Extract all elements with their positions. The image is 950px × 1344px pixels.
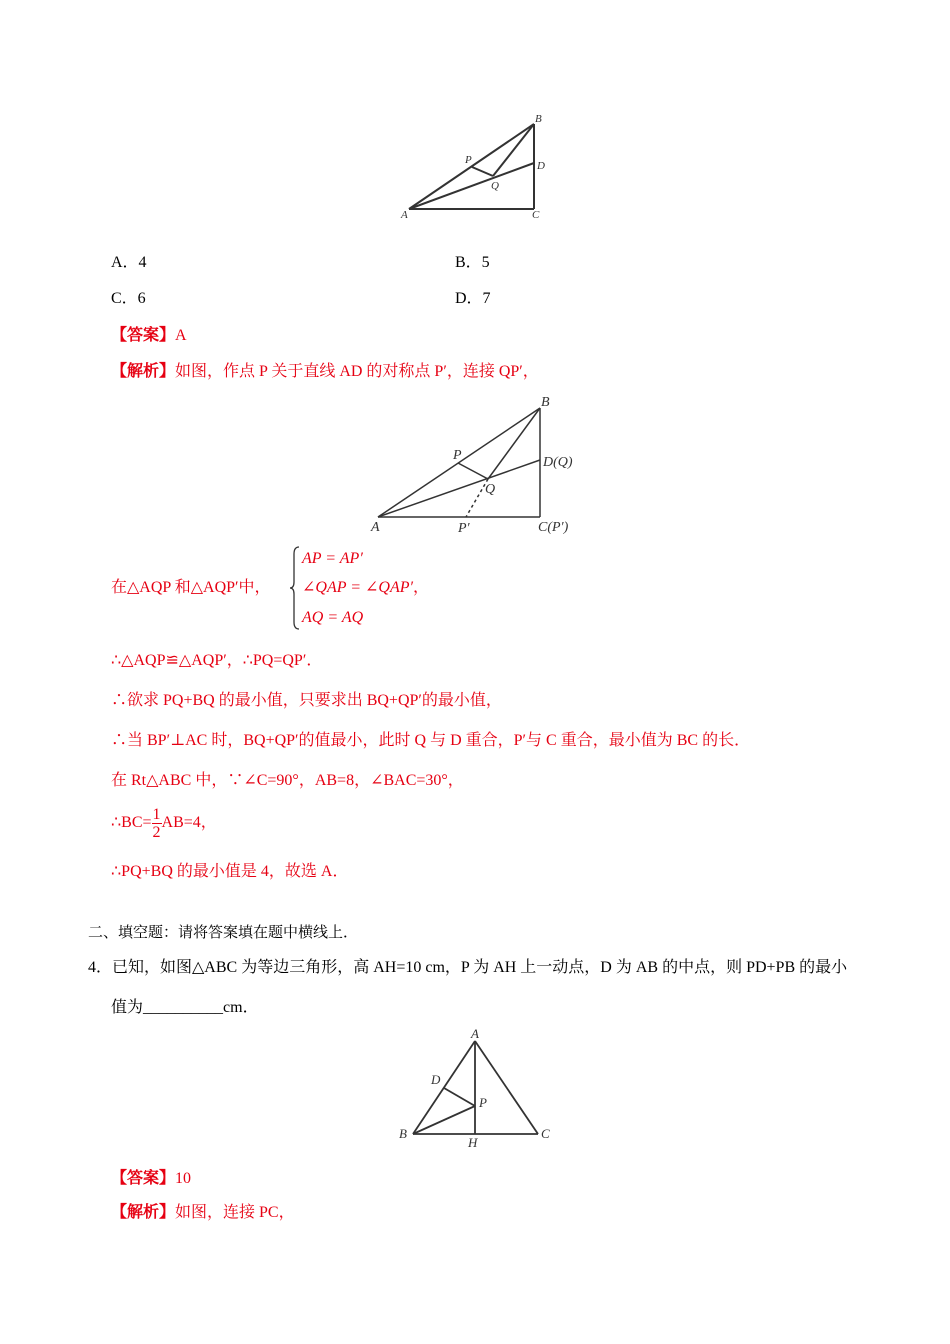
step-5-numerator: 1 bbox=[152, 805, 161, 823]
fig3-label-b: B bbox=[399, 1126, 407, 1141]
fig3-segment-dp bbox=[444, 1088, 475, 1106]
congruence-row-2-eq: ∠QAP = ∠QAP′ bbox=[302, 579, 414, 596]
choice-b: B．5 bbox=[455, 254, 490, 271]
fig3-label-c: C bbox=[541, 1126, 550, 1141]
step-5-suffix: AB=4， bbox=[161, 814, 217, 831]
fig3-segment-ac bbox=[475, 1041, 538, 1134]
answer-blank[interactable]: __________ bbox=[143, 999, 224, 1016]
fig1-label-q: Q bbox=[491, 180, 499, 192]
choice-c: C．6 bbox=[111, 290, 146, 307]
section-2-title: 二、填空题：请将答案填在题中横线上． bbox=[88, 925, 359, 941]
fig1-label-d: D bbox=[537, 160, 545, 172]
answer-1-tag: 【答案】 bbox=[111, 327, 176, 344]
congruence-row-3: AQ = AQ bbox=[302, 609, 364, 626]
fig1-label-p: P bbox=[465, 154, 472, 166]
fig2-label-a: A bbox=[371, 520, 380, 535]
fig1-label-c: C bbox=[532, 209, 540, 221]
step-2: ∴欲求 PQ+BQ 的最小值，只要求出 BQ+QP′的最小值， bbox=[111, 692, 502, 709]
congruence-row-2-suffix: ， bbox=[413, 579, 430, 596]
question-4-prefix: 值为 bbox=[111, 999, 144, 1016]
step-1: ∴△AQP≌△AQP′，∴PQ=QP′． bbox=[111, 652, 323, 669]
step-6: ∴PQ+BQ 的最小值是 4，故选 A． bbox=[111, 863, 349, 880]
choice-d: D．7 bbox=[455, 290, 491, 307]
fig3-label-a: A bbox=[471, 1026, 479, 1041]
answer-2-value: 10 bbox=[175, 1170, 192, 1187]
question-4-line-1: 4．已知，如图△ABC 为等边三角形，高 AH=10 cm，P 为 AH 上一动点，D 为 AB 的中点，则 PD+PB 的最小 bbox=[88, 959, 848, 976]
analysis-1-tag: 【解析】 bbox=[111, 363, 176, 380]
analysis-2 bbox=[111, 1203, 295, 1223]
fig2-label-q: Q bbox=[485, 482, 496, 497]
step-3: ∴当 BP′⊥AC 时，BQ+QP′的值最小，此时 Q 与 D 重合，P′与 C 重合，最小值为 BC 的长． bbox=[111, 732, 751, 749]
choice-a: A．4 bbox=[111, 254, 147, 271]
answer-1-value: A bbox=[175, 327, 187, 344]
analysis-1-text: 如图，作点 P 关于直线 AD 的对称点 P′，连接 QP′， bbox=[175, 363, 539, 380]
fig2-label-d: D(Q) bbox=[543, 455, 573, 470]
fig2-label-b: B bbox=[541, 395, 550, 410]
analysis-2-tag: 【解析】 bbox=[111, 1204, 176, 1221]
analysis-2-text: 如图，连接 PC， bbox=[175, 1204, 295, 1221]
fig3-label-p: P bbox=[479, 1095, 487, 1110]
fig1-label-a: A bbox=[401, 209, 408, 221]
answer-2 bbox=[111, 1169, 191, 1189]
question-4-suffix: cm． bbox=[223, 999, 259, 1016]
fig3-label-h: H bbox=[468, 1135, 478, 1150]
answer-2-tag: 【答案】 bbox=[111, 1170, 176, 1187]
congruence-row-1: AP = AP′ bbox=[302, 550, 363, 567]
fig2-label-p-prime: P′ bbox=[458, 521, 470, 536]
step-4: 在 Rt△ABC 中，∵∠C=90°，AB=8，∠BAC=30°， bbox=[111, 772, 464, 789]
fig3-label-d: D bbox=[431, 1072, 441, 1087]
fig2-label-c: C(P′) bbox=[538, 520, 569, 535]
fig1-label-b: B bbox=[535, 113, 542, 125]
fig2-label-p: P bbox=[453, 448, 462, 463]
congruence-prefix: 在△AQP 和△AQP′中， bbox=[111, 579, 271, 596]
step-5-denominator: 2 bbox=[152, 823, 161, 841]
step-5-prefix: ∴BC= bbox=[111, 814, 152, 831]
